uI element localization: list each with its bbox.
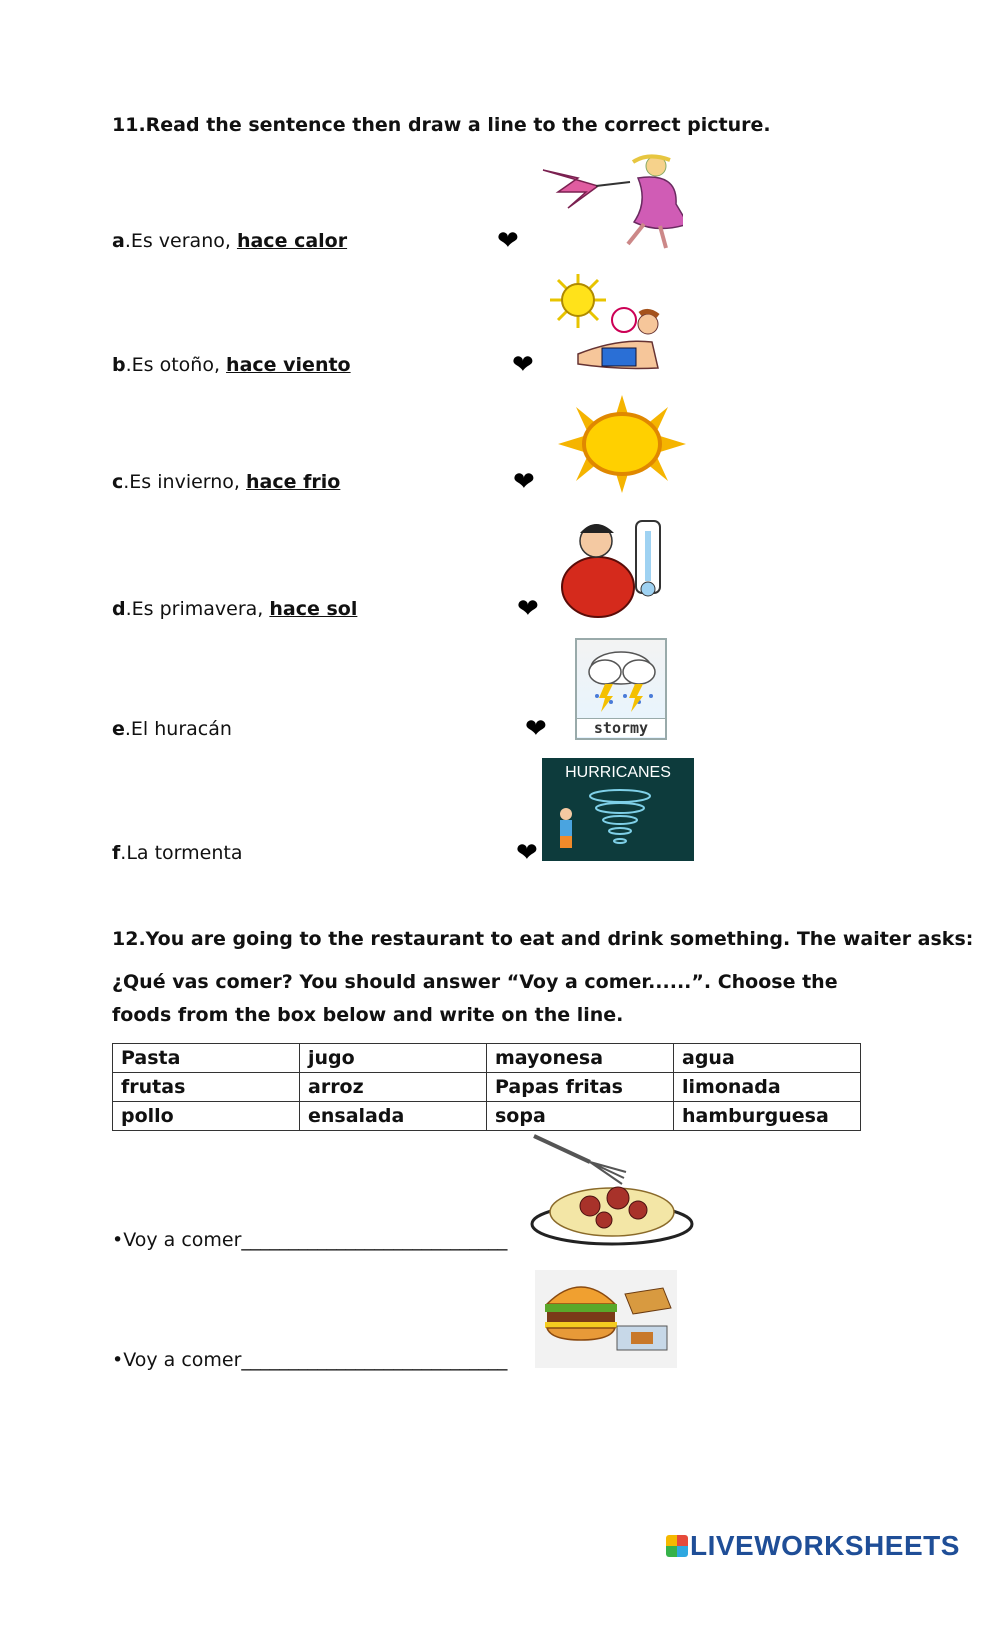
item-highlight: hace calor	[236, 230, 348, 252]
cold-man-picture[interactable]	[558, 513, 666, 619]
table-cell: frutas	[113, 1073, 300, 1102]
item-letter: d	[112, 598, 126, 620]
question-12-title: 12.You are going to the restaurant to eat and drink something. The waiter asks:	[112, 928, 974, 950]
item-letter: e	[112, 718, 125, 740]
item-a	[112, 230, 347, 252]
heart-connector-c[interactable]: ❤	[513, 467, 535, 497]
item-letter: b	[112, 354, 126, 376]
windy-woman-picture[interactable]	[538, 152, 683, 252]
burger-fries-picture	[535, 1270, 677, 1368]
item-letter: f	[112, 842, 121, 864]
item-text: .El huracán	[124, 718, 232, 740]
table-cell: jugo	[300, 1044, 487, 1073]
item-highlight: hace viento	[226, 354, 351, 376]
table-cell: Pasta	[113, 1044, 300, 1073]
hurricanes-picture[interactable]	[542, 758, 694, 861]
heart-connector-b[interactable]: ❤	[512, 350, 534, 380]
answer-line-1[interactable]: •Voy a comer____________________________	[112, 1229, 508, 1251]
hurricanes-label: HURRICANES	[565, 764, 671, 781]
heart-connector-a[interactable]: ❤	[497, 226, 519, 256]
table-row	[113, 1073, 861, 1102]
answer-line-2[interactable]: •Voy a comer____________________________	[112, 1349, 508, 1371]
table-cell: hamburguesa	[674, 1102, 861, 1131]
item-letter: c	[112, 471, 124, 493]
table-row	[113, 1044, 861, 1073]
item-highlight: hace sol	[269, 598, 358, 620]
food-box-table	[112, 1043, 861, 1131]
item-text: .Es otoño,	[125, 354, 227, 376]
table-cell: ensalada	[300, 1102, 487, 1131]
tornado-icon	[542, 786, 694, 858]
question-12-instruction: ¿Qué vas comer? You should answer “Voy a comer......”. Choose the foods from the box below and write on the line.	[112, 971, 838, 1026]
hot-boy-picture[interactable]	[548, 272, 673, 378]
item-text: .Es verano,	[124, 230, 237, 252]
heart-connector-f[interactable]: ❤	[516, 838, 538, 868]
sun-picture[interactable]	[558, 395, 686, 493]
stormy-picture[interactable]	[575, 638, 667, 740]
item-text: .Es invierno,	[123, 471, 247, 493]
spaghetti-picture	[530, 1132, 695, 1247]
table-cell: mayonesa	[487, 1044, 674, 1073]
table-cell: limonada	[674, 1073, 861, 1102]
table-row	[113, 1102, 861, 1131]
item-b	[112, 354, 351, 376]
table-cell: agua	[674, 1044, 861, 1073]
table-cell: Papas fritas	[487, 1073, 674, 1102]
item-d	[112, 598, 357, 620]
item-e	[112, 718, 232, 740]
question-11-title: 11.Read the sentence then draw a line to the correct picture.	[112, 114, 771, 136]
item-highlight: hace frio	[246, 471, 341, 493]
logo-text: LIVEWORKSHEETS	[690, 1530, 960, 1561]
heart-connector-e[interactable]: ❤	[525, 714, 547, 744]
item-c	[112, 471, 340, 493]
heart-connector-d[interactable]: ❤	[517, 594, 539, 624]
table-cell: sopa	[487, 1102, 674, 1131]
item-letter: a	[112, 230, 125, 252]
table-cell: pollo	[113, 1102, 300, 1131]
item-f	[112, 842, 242, 864]
storm-cloud-icon	[577, 640, 665, 714]
item-text: .La tormenta	[120, 842, 243, 864]
liveworksheets-logo-icon	[666, 1535, 688, 1557]
item-text: .Es primavera,	[125, 598, 270, 620]
table-cell: arroz	[300, 1073, 487, 1102]
stormy-label: stormy	[577, 718, 665, 737]
liveworksheets-logo	[666, 1530, 960, 1562]
